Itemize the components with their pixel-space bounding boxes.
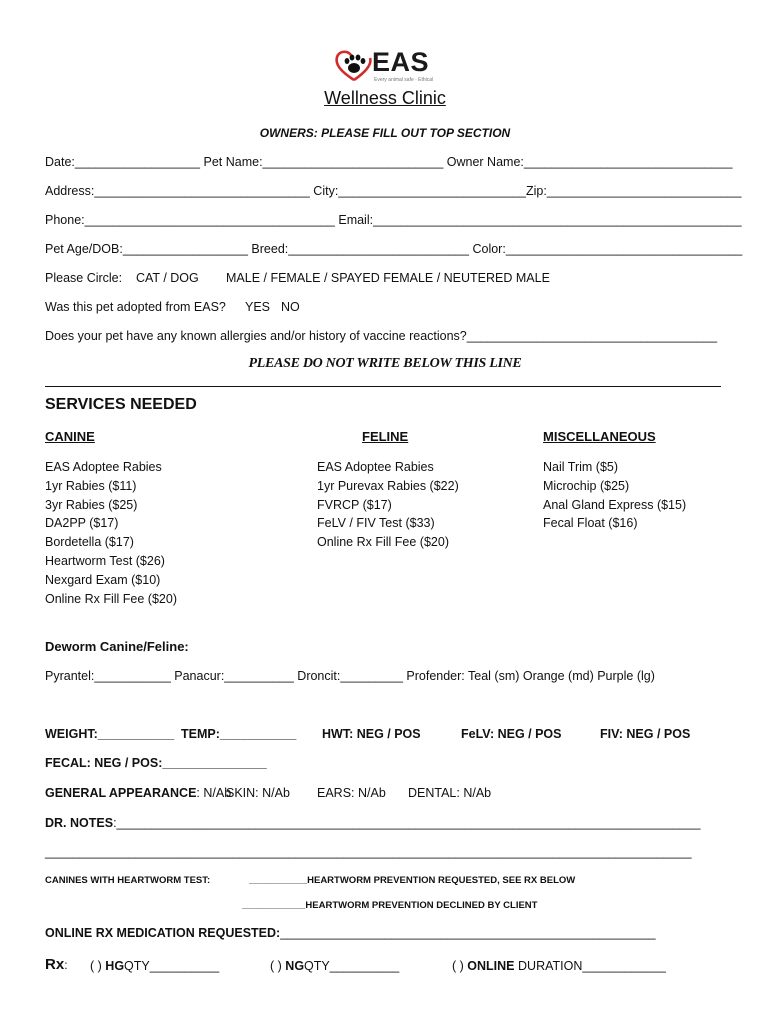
service-item[interactable]: DA2PP ($17) <box>45 516 119 531</box>
services-heading: SERVICES NEEDED <box>45 396 197 413</box>
dr-notes-label: DR. NOTES <box>45 816 114 830</box>
page-title: Wellness Clinic <box>324 88 446 108</box>
feline-header: FELINE <box>362 429 409 444</box>
online-rx-line: ______________________________________________________ <box>280 926 656 940</box>
paw-heart-icon <box>334 49 374 83</box>
hw-prevention-requested[interactable]: ___________HEARTWORM PREVENTION REQUESTED, SEE RX BELOW <box>249 875 576 886</box>
sex-choice[interactable]: MALE / FEMALE / SPAYED FEMALE / NEUTERED MALE <box>226 271 550 285</box>
service-item[interactable]: 3yr Rabies ($25) <box>45 497 138 512</box>
owner-instructions: OWNERS: PLEASE FILL OUT TOP SECTION <box>259 126 511 140</box>
please-circle-label: Please Circle: <box>45 271 123 285</box>
deworm-heading: Deworm Canine/Feline: <box>45 639 189 654</box>
service-item[interactable]: Nexgard Exam ($10) <box>45 572 161 587</box>
adopted-no[interactable]: NO <box>281 300 300 314</box>
feline-services-list <box>317 458 459 552</box>
hg-label: HG <box>105 959 125 973</box>
service-item[interactable]: Microchip ($25) <box>543 478 630 493</box>
ears-field[interactable]: EARS: N/Ab <box>317 786 386 800</box>
rx-colon: : <box>64 958 68 972</box>
ng-qty[interactable]: QTY__________ <box>304 959 400 973</box>
hwt-result[interactable]: HWT: NEG / POS <box>322 727 421 741</box>
heartworm-label: CANINES WITH HEARTWORM TEST: <box>45 875 211 886</box>
staff-only-warning: PLEASE DO NOT WRITE BELOW THIS LINE <box>248 356 522 371</box>
rx-online-option[interactable] <box>452 959 666 973</box>
online-rx-request[interactable] <box>45 926 656 940</box>
service-item[interactable]: 1yr Purevax Rabies ($22) <box>317 478 459 493</box>
address-city-zip-row[interactable]: Address:_______________________________ City:___________________________Zip:____________________________ <box>45 184 742 198</box>
eas-logo <box>334 47 434 87</box>
service-item[interactable]: Bordetella ($17) <box>45 535 134 550</box>
divider-line <box>45 386 721 387</box>
fecal-result[interactable]: FECAL: NEG / POS:_______________ <box>45 756 267 770</box>
service-item[interactable]: Anal Gland Express ($15) <box>543 497 687 512</box>
general-appearance[interactable] <box>45 786 231 800</box>
service-item[interactable]: EAS Adoptee Rabies <box>45 460 162 474</box>
canine-services-list <box>45 458 177 608</box>
hw-prevention-declined[interactable]: ____________HEARTWORM PREVENTION DECLINED BY CLIENT <box>242 900 538 911</box>
date-pet-owner-row[interactable]: Date:__________________ Pet Name:__________________________ Owner Name:______________________________ <box>45 155 733 169</box>
online-checkbox[interactable]: ( ) <box>452 959 464 973</box>
weight-field[interactable]: WEIGHT:___________ <box>45 727 175 741</box>
service-item[interactable]: Fecal Float ($16) <box>543 516 638 531</box>
age-breed-color-row[interactable]: Pet Age/DOB:__________________ Breed:__________________________ Color:__________________________________ <box>45 242 743 256</box>
hg-checkbox[interactable]: ( ) <box>90 959 102 973</box>
general-appearance-label: GENERAL APPEARANCE <box>45 786 197 800</box>
ng-label: NG <box>285 959 305 973</box>
canine-header: CANINE <box>45 429 95 444</box>
online-label: ONLINE <box>467 959 515 973</box>
adopted-yes[interactable]: YES <box>245 300 271 314</box>
rx-label <box>45 956 68 973</box>
rx-text: Rx <box>45 956 65 973</box>
service-item[interactable]: EAS Adoptee Rabies <box>317 460 434 474</box>
dr-notes-line-2[interactable]: _____________________________________________________________________________________________ <box>45 845 692 859</box>
dental-field[interactable]: DENTAL: N/Ab <box>408 786 492 800</box>
service-item[interactable]: Nail Trim ($5) <box>543 460 619 474</box>
service-item[interactable]: Online Rx Fill Fee ($20) <box>317 535 449 550</box>
misc-header: MISCELLANEOUS <box>543 429 656 444</box>
ng-checkbox[interactable]: ( ) <box>270 959 282 973</box>
adopted-question: Was this pet adopted from EAS? <box>45 300 226 314</box>
general-appearance-value: : N/Ab <box>196 786 232 800</box>
allergies-question[interactable]: Does your pet have any known allergies and/or history of vaccine reactions?____________________________________ <box>45 329 718 343</box>
dr-notes-line: :____________________________________________________________________________________ <box>113 816 701 830</box>
hg-qty[interactable]: QTY__________ <box>124 959 220 973</box>
logo-tagline: Every animal safe · Ethical <box>374 77 434 83</box>
online-rx-label: ONLINE RX MEDICATION REQUESTED: <box>45 926 281 940</box>
service-item[interactable]: Heartworm Test ($26) <box>45 553 165 568</box>
rx-hg-option[interactable] <box>90 959 219 973</box>
online-duration[interactable]: DURATION____________ <box>518 959 666 973</box>
rx-ng-option[interactable] <box>270 959 399 973</box>
species-choice[interactable]: CAT / DOG <box>136 271 199 285</box>
temp-field[interactable]: TEMP:___________ <box>181 727 297 741</box>
service-item[interactable]: 1yr Rabies ($11) <box>45 478 137 493</box>
felv-result[interactable]: FeLV: NEG / POS <box>461 727 562 741</box>
service-item[interactable]: FeLV / FIV Test ($33) <box>317 516 435 531</box>
service-item[interactable]: Online Rx Fill Fee ($20) <box>45 591 177 606</box>
service-item[interactable]: FVRCP ($17) <box>317 497 392 512</box>
deworm-options[interactable]: Pyrantel:___________ Panacur:__________ Droncit:_________ Profender: Teal (sm) Orange (md) Purple (lg) <box>45 669 655 683</box>
dr-notes-field[interactable] <box>45 816 701 830</box>
fiv-result[interactable]: FIV: NEG / POS <box>600 727 691 741</box>
phone-email-row[interactable]: Phone:____________________________________ Email:_____________________________________________________ <box>45 213 742 227</box>
skin-field[interactable]: SKIN: N/Ab <box>226 786 290 800</box>
logo-text: EAS <box>372 47 430 77</box>
misc-services-list <box>543 458 686 533</box>
